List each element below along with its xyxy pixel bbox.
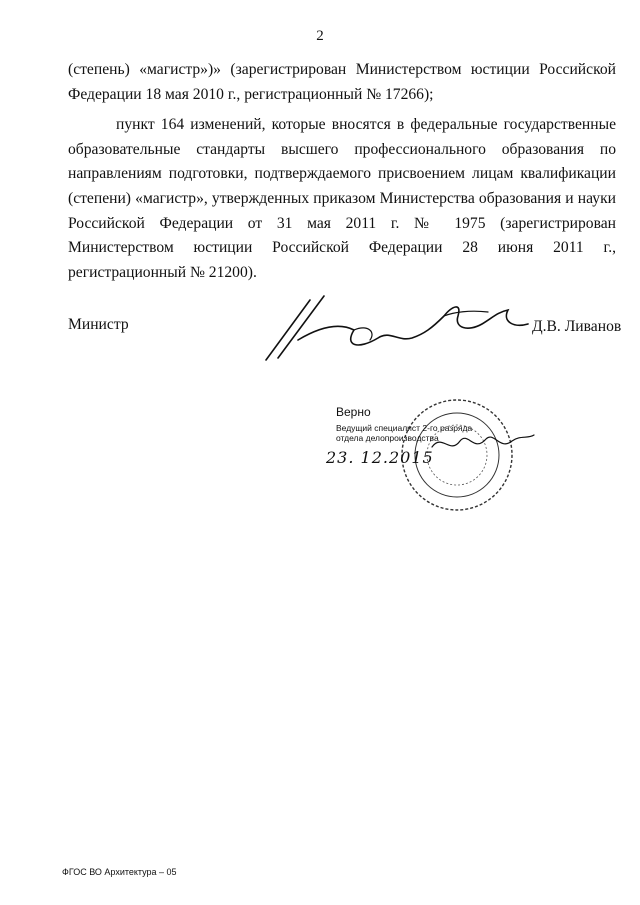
clerk-signature [428, 425, 538, 465]
page-number: 2 [316, 28, 324, 44]
minister-title: Министр [68, 316, 129, 333]
document-body [68, 58, 616, 285]
body-paragraph-2: пункт 164 изменений, которые вносятся в федеральные государственные образовательные стандарты высшего профессионального образования по направлениям подготовки, подтверждаемого присвоением лицам квалификации (степени) «магистр», утвержденных приказом Министерства образования и науки Российской Федерации от 31 мая 2011 г. № 1975 (зарегистрирован Министерством юстиции Российской Федерации 28 июня 2011 г., регистрационный № 21200). [68, 116, 616, 281]
minister-name: Д.В. Ливанов [532, 318, 622, 335]
footer-label: ФГОС ВО Архитектура – 05 [62, 867, 177, 877]
verno-label: Верно [336, 405, 371, 419]
certification-date: 23. 12.2015 [326, 448, 434, 467]
certification-stamp-area [320, 395, 530, 515]
body-paragraph-1: (степень) «магистр»)» (зарегистрирован Министерством юстиции Российской Федерации 18 мая 2010 г., регистрационный № 17266); [68, 61, 616, 103]
stamp-line-position: Ведущий специалист 2-го разряда [336, 423, 473, 433]
stamp-line-department: отдела делопроизводства [336, 433, 439, 443]
minister-signature [258, 288, 548, 368]
